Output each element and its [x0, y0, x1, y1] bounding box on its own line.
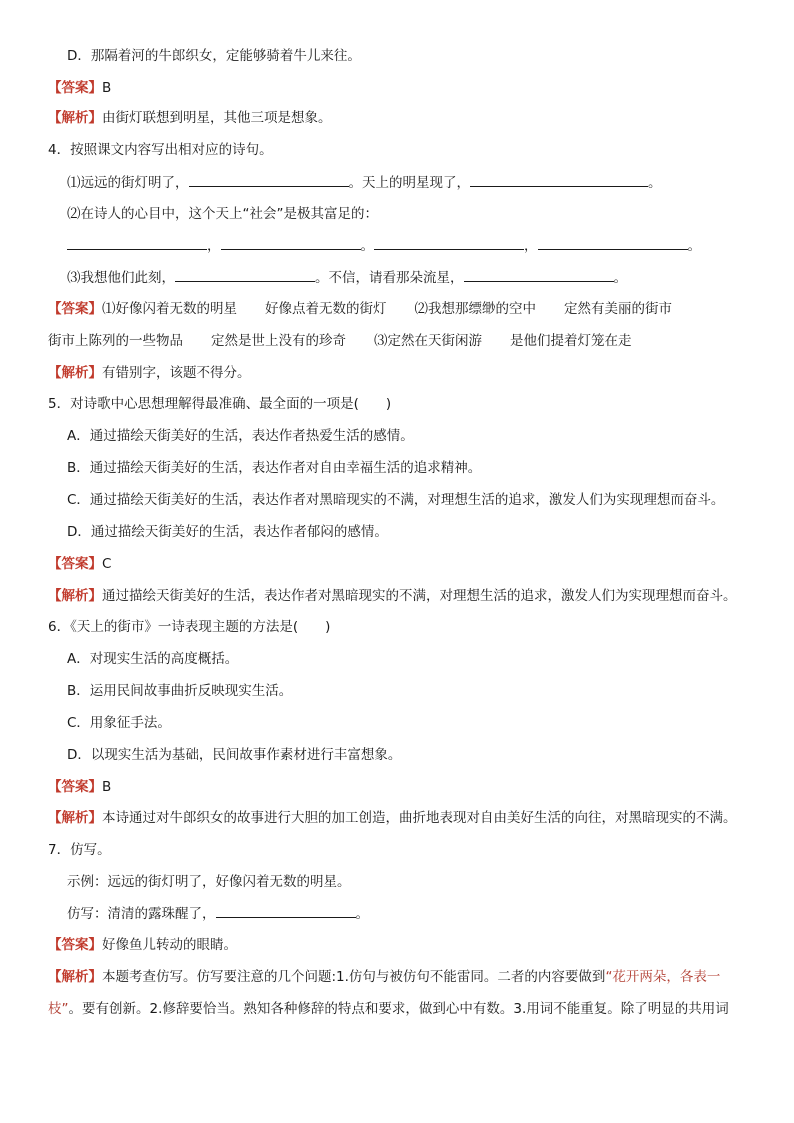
- fill-blank[interactable]: [538, 235, 688, 250]
- punct: ，: [207, 238, 221, 254]
- analysis-text: 由街灯联想到明星，其他三项是想象。: [102, 110, 332, 126]
- answer-text: B: [102, 80, 112, 96]
- q5-stem: 5．对诗歌中心思想理解得最准确、最全面的一项是( ): [48, 396, 392, 412]
- fill-blank[interactable]: [175, 267, 315, 282]
- q5-option-a: A．通过描绘天街美好的生活，表达作者热爱生活的感情。: [67, 428, 414, 444]
- analysis-quote: “花开两朵，各表一: [605, 969, 721, 985]
- q4-answer-line-1: [48, 299, 672, 319]
- analysis-text: 本诗通过对牛郎织女的故事进行大胆的加工创造，曲折地表现对自由美好生活的向往，对黑暗现实的不满。: [102, 810, 737, 826]
- q6-option-a: A．对现实生活的高度概括。: [67, 651, 239, 667]
- fill-blank[interactable]: [221, 235, 361, 250]
- q4-analysis: [48, 363, 251, 383]
- q6-option-d: D．以现实生活为基础，民间故事作素材进行丰富想象。: [67, 747, 402, 763]
- answer-part: ⑴好像闪着无数的明星: [102, 301, 237, 317]
- analysis-tag: 【解析】: [48, 588, 102, 604]
- analysis-text: 本题考查仿写。仿写要注意的几个问题:1.仿句与被仿句不能雷同。二者的内容要做到: [102, 969, 606, 985]
- q7-answer: [48, 935, 237, 955]
- q3-analysis: [48, 108, 332, 128]
- q7-analysis-line-1: [48, 967, 720, 987]
- answer-part: 是他们提着灯笼在走: [510, 333, 632, 349]
- q6-answer: [48, 777, 111, 797]
- q4-line-2: ⑵在诗人的心目中，这个天上“社会”是极其富足的：: [67, 206, 378, 222]
- analysis-tag: 【解析】: [48, 110, 102, 126]
- q6-option-c: C．用象征手法。: [67, 715, 171, 731]
- answer-part: 好像点着无数的街灯: [265, 301, 387, 317]
- q3-answer: [48, 78, 111, 98]
- q7-stem: 7．仿写。: [48, 842, 111, 858]
- analysis-tag: 【解析】: [48, 365, 102, 381]
- answer-text: C: [102, 556, 112, 572]
- imitate-punct: 。: [355, 906, 369, 922]
- imitate-text: 仿写：清清的露珠醒了，: [67, 906, 216, 922]
- analysis-tag: 【解析】: [48, 810, 102, 826]
- q4-stem: 4．按照课文内容写出相对应的诗句。: [48, 142, 273, 158]
- answer-text: 好像鱼儿转动的眼睛。: [102, 937, 237, 953]
- fill-blank[interactable]: [470, 172, 648, 187]
- q5-analysis: [48, 586, 737, 606]
- q6-stem: 6．《天上的街市》一诗表现主题的方法是( ): [48, 619, 331, 635]
- q4-l3-text-b: 。不信，请看那朵流星，: [315, 270, 464, 286]
- q4-line-2-blanks: [67, 235, 701, 256]
- q4-l1-text-b: 。天上的明星现了，: [348, 175, 470, 191]
- q5-option-c: C．通过描绘天街美好的生活，表达作者对黑暗现实的不满，对理想生活的追求，激发人们为实现理想而奋斗。: [67, 492, 725, 508]
- answer-part: 定然有美丽的街市: [564, 301, 672, 317]
- q7-imitate: [67, 903, 369, 924]
- answer-text: B: [102, 779, 112, 795]
- q7-analysis-line-2: [48, 999, 729, 1019]
- fill-blank[interactable]: [189, 172, 349, 187]
- answer-tag: 【答案】: [48, 556, 102, 572]
- answer-tag: 【答案】: [48, 937, 102, 953]
- answer-part: ⑵我想那缥缈的空中: [414, 301, 536, 317]
- q4-answer-line-2: [48, 331, 632, 351]
- q4-l1-text-c: 。: [648, 175, 662, 191]
- answer-part: 定然是世上没有的珍奇: [211, 333, 346, 349]
- answer-tag: 【答案】: [48, 779, 102, 795]
- analysis-text: 有错别字，该题不得分。: [102, 365, 251, 381]
- punct: 。: [687, 238, 701, 254]
- fill-blank[interactable]: [464, 267, 614, 282]
- punct: 。: [360, 238, 374, 254]
- q4-line-1: [67, 172, 662, 193]
- option-d-q3: D．那隔着河的牛郎织女，定能够骑着牛儿来往。: [67, 48, 361, 64]
- answer-tag: 【答案】: [48, 301, 102, 317]
- analysis-text: 。要有创新。2.修辞要恰当。熟知各种修辞的特点和要求，做到心中有数。3.用词不能重复。除了明显的共用词: [68, 1001, 729, 1017]
- q5-option-b: B．通过描绘天街美好的生活，表达作者对自由幸福生活的追求精神。: [67, 460, 482, 476]
- q6-analysis: [48, 808, 737, 828]
- fill-blank[interactable]: [216, 903, 356, 918]
- fill-blank[interactable]: [67, 235, 207, 250]
- q5-answer: [48, 554, 111, 574]
- q7-example: 示例：远远的街灯明了，好像闪着无数的明星。: [67, 874, 351, 890]
- answer-tag: 【答案】: [48, 80, 102, 96]
- q6-option-b: B．运用民间故事曲折反映现实生活。: [67, 683, 293, 699]
- q4-line-3: [67, 267, 627, 288]
- answer-part: ⑶定然在天街闲游: [374, 333, 482, 349]
- q4-l3-text-c: 。: [613, 270, 627, 286]
- q5-option-d: D．通过描绘天街美好的生活，表达作者郁闷的感情。: [67, 524, 388, 540]
- answer-part: 街市上陈列的一些物品: [48, 333, 183, 349]
- q4-l1-text-a: ⑴远远的街灯明了，: [67, 175, 189, 191]
- q4-l3-text-a: ⑶我想他们此刻，: [67, 270, 175, 286]
- punct: ，: [524, 238, 538, 254]
- analysis-quote: 枝”: [48, 1001, 69, 1017]
- analysis-tag: 【解析】: [48, 969, 102, 985]
- analysis-text: 通过描绘天街美好的生活，表达作者对黑暗现实的不满，对理想生活的追求，激发人们为实现理想而奋斗。: [102, 588, 737, 604]
- fill-blank[interactable]: [374, 235, 524, 250]
